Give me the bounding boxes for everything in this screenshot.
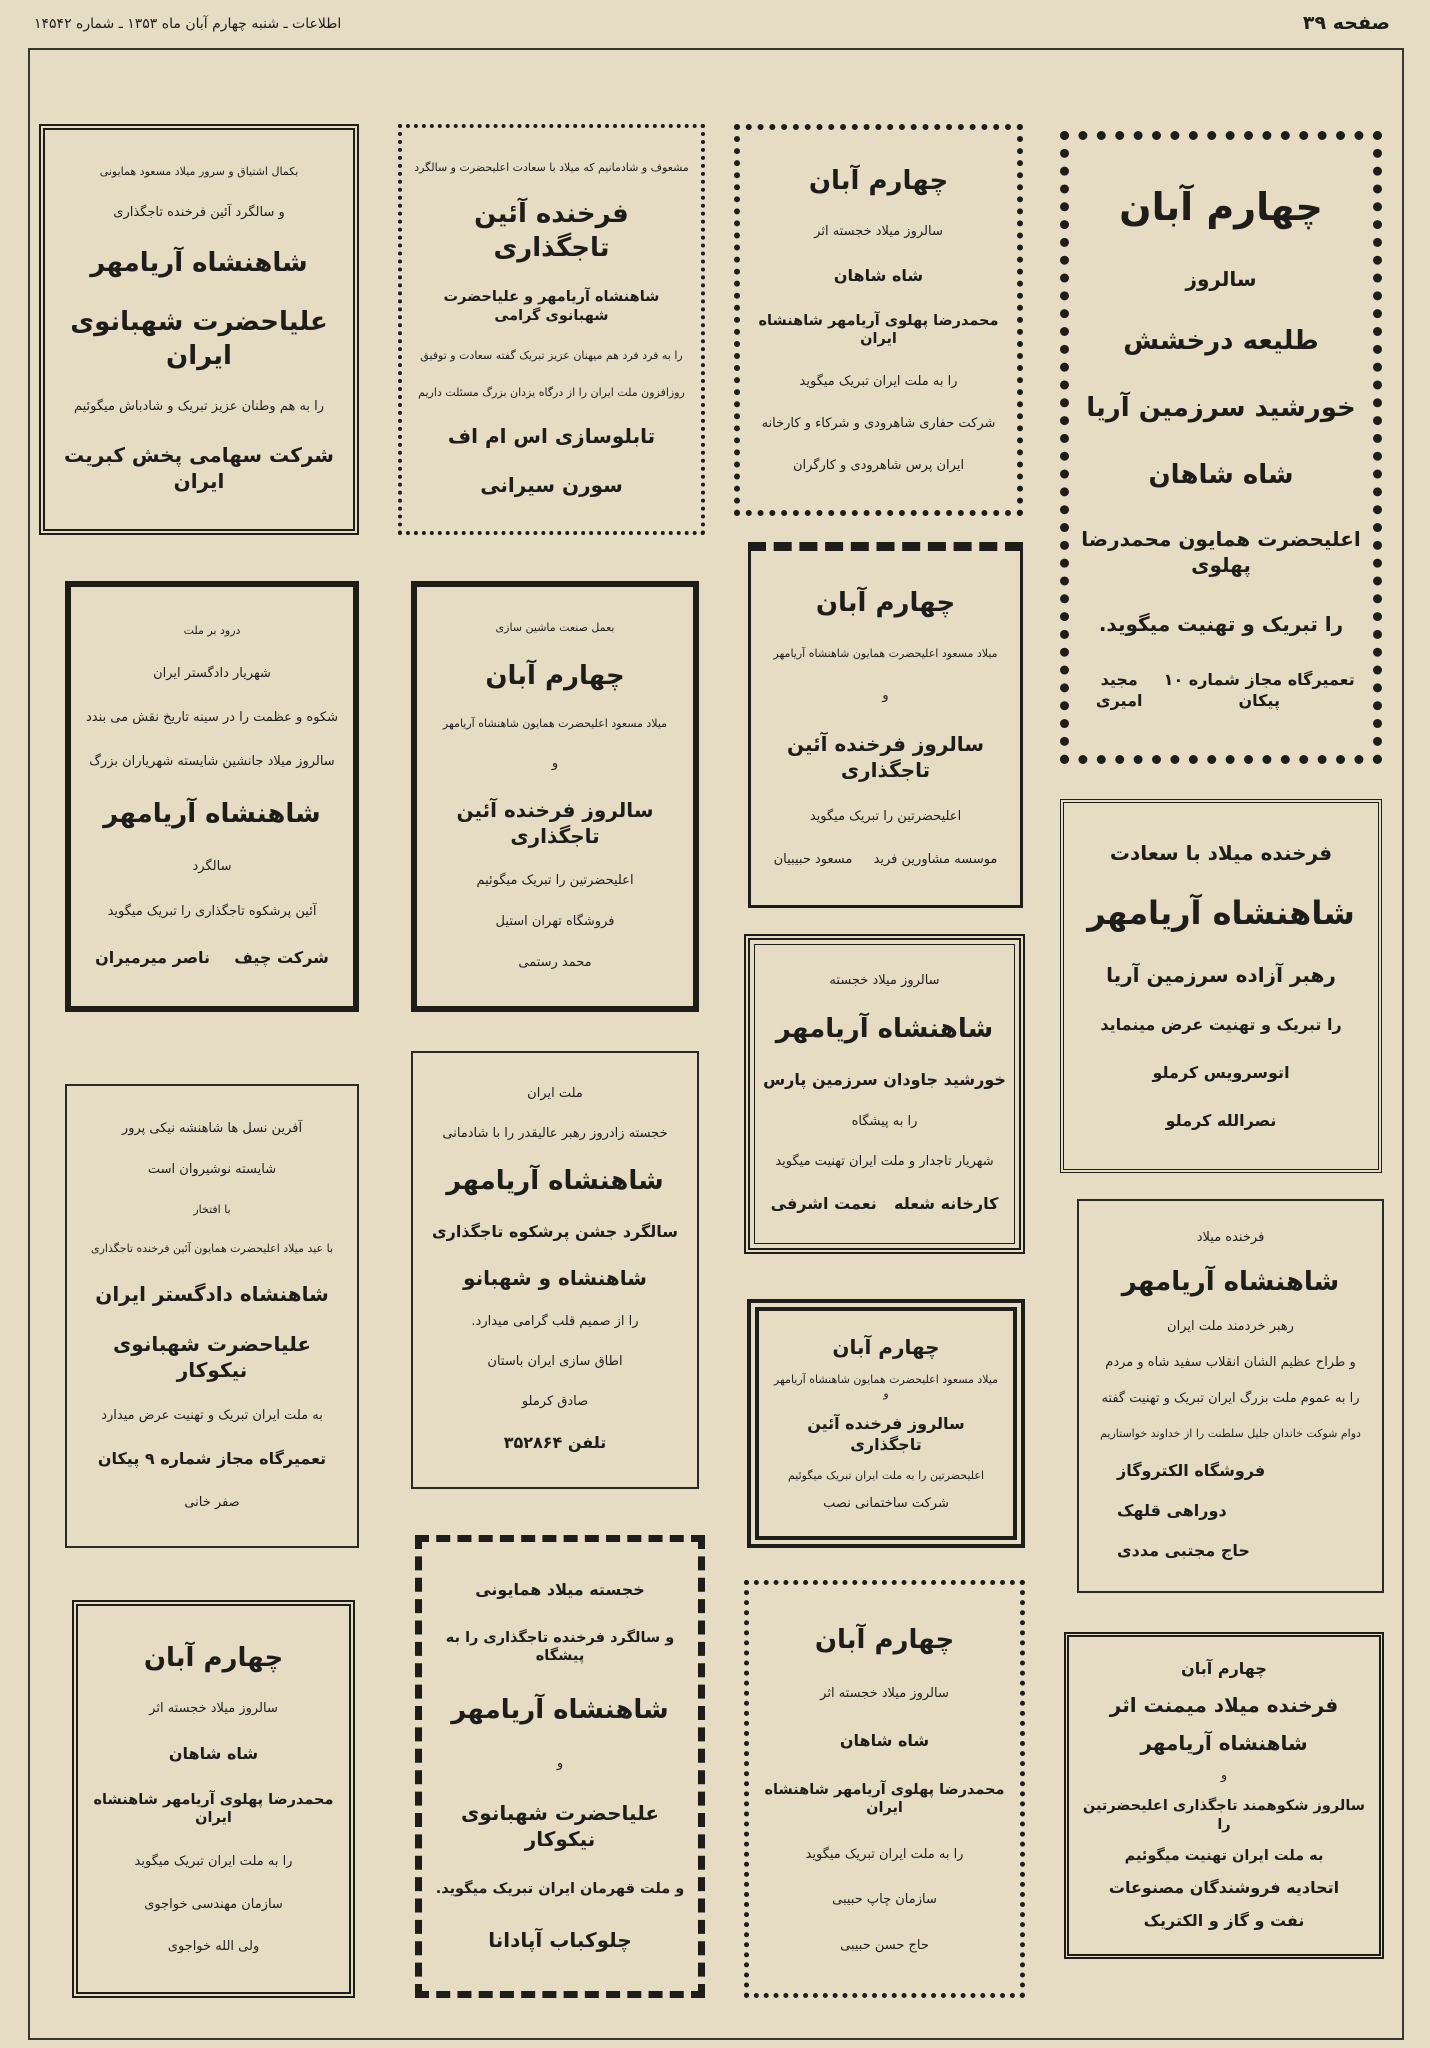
ad-text-line: میلاد مسعود اعلیحضرت همایون شاهنشاه آریامهر و (773, 1372, 999, 1401)
ad-text-line: شاه شاهان (168, 1743, 259, 1763)
ad-text-line: را به عموم ملت بزرگ ایران تبریک و تهنیت گفته (1101, 1391, 1360, 1407)
ad-text-line: ملت ایران (527, 1085, 583, 1101)
ad-advertiser-name: ایران پرس شاهرودی و کارگران (792, 458, 965, 474)
ad-signature-row (763, 852, 1008, 869)
ad-text-line: و ملت قهرمان ایران تبریک میگوید. (435, 1881, 685, 1898)
ad-advertiser-address: دوراهی قلهک (1117, 1500, 1227, 1520)
ad-text-line: محمدرضا پهلوی آریامهر شاهنشاه ایران (93, 1791, 334, 1827)
ad-text-line: را تبریک و تهنیت میگوید. (1098, 611, 1344, 636)
ad-text-line: و سالگرد فرخنده تاجگذاری را به پیشگاه (445, 1629, 675, 1665)
ad-text-line: شاه شاهان (839, 1731, 930, 1751)
ad-sherkat-sakhtemani-nasb (747, 1299, 1025, 1548)
ad-headline: شاهنشاه آریامهر (1121, 1267, 1340, 1298)
ad-text-line: را به پیشگاه (851, 1113, 918, 1129)
ad-text-line: را از صمیم قلب گرامی میدارد. (471, 1314, 639, 1330)
ad-text-line: سالگرد جشن پرشکوه تاجگذاری (431, 1221, 679, 1241)
ad-advertiser-name: اتوسرویس کرملو (1152, 1063, 1290, 1083)
ad-text-line: فرخنده میلاد (1196, 1230, 1265, 1246)
ad-advertiser-name: شرکت چیف (234, 947, 329, 967)
ad-headline: چهارم آبان (832, 1334, 940, 1359)
ad-text-line: اعلیحضرتین را تبریک میگوید (809, 808, 962, 824)
ad-sazman-chap-habibi (744, 1580, 1025, 1998)
ad-advertiser-name: تعمیرگاه مجاز شماره ۱۰ پیکان (1163, 670, 1355, 710)
ad-advertiser-name: سازمان چاپ حبیبی (832, 1892, 937, 1908)
ad-otaghsazi-iran-bastan (411, 1051, 699, 1489)
ad-signatory-name: سورن سیرانی (480, 473, 623, 498)
ad-signature-row (1081, 670, 1361, 712)
ad-text-line: رهبر خردمند ملت ایران (1167, 1319, 1294, 1335)
ad-text-line: مشعوف و شادمانیم که میلاد با سعادت اعلیحضرت و سالگرد (414, 160, 689, 174)
ad-text-line: شایسته نوشیروان است (147, 1161, 277, 1177)
ad-advertiser-name: اطاق سازی ایران باستان (487, 1353, 623, 1369)
ad-text-line: و (556, 1755, 564, 1771)
ad-text-line: درود بر ملت (183, 624, 241, 638)
ad-signatory-name: صفر خانی (184, 1494, 240, 1510)
ad-text-line: فرخنده میلاد با سعادت (1109, 841, 1333, 866)
ad-signatory-name: ناصر میرمیران (95, 947, 211, 967)
masthead-dateline: اطلاعات ـ شنبه چهارم آبان ماه ۱۳۵۳ ـ شماره ۱۴۵۴۲ (34, 16, 342, 32)
ad-advertiser-name: نفت و گاز و الکتریک (1143, 1911, 1305, 1931)
ad-text-line: روزافزون ملت ایران را از درگاه یزدان بزرگ مسئلت داریم (418, 386, 685, 400)
ad-text-line: علیاحضرت شهبانوی نیکوکار (460, 1801, 660, 1852)
ad-signature-row (762, 1194, 1007, 1215)
ad-text-line: بعمل صنعت ماشین سازی (495, 621, 615, 635)
ad-text-line: شهریار تاجدار و ملت ایران تهنیت میگوید (775, 1154, 994, 1169)
ad-text-line: سالروز (1185, 266, 1257, 291)
ad-text-line: خجسته میلاد همایونی (475, 1579, 645, 1599)
ad-signatory-name: نعمت اشرفی (770, 1194, 877, 1214)
ad-tamirgah-peykan-10-majid-amiri (1060, 131, 1382, 764)
ad-headline: شاهنشاه آریامهر (1087, 894, 1355, 933)
ad-text-line: اعلیحضرت همایون محمدرضا پهلوی (1081, 526, 1361, 577)
ad-text-line: سالروز شکوهمند تاجگذاری اعلیحضرتین را (1082, 1798, 1366, 1834)
ad-text-line: شاه شاهان (1148, 459, 1294, 490)
ad-advertiser-name: موسسه مشاورین فرید (873, 851, 998, 867)
ad-text-line: شکوه و عظمت را در سینه تاریخ نقش می بندد (85, 710, 339, 726)
ad-text-line: سالروز میلاد خجسته اثر (149, 1701, 278, 1717)
ad-text-line: و (882, 687, 889, 703)
ad-text-line: و طراح عظیم الشان انقلاب سفید شاه و مردم (1105, 1355, 1356, 1371)
ad-signatory-name: مسعود حبیبیان (773, 851, 853, 867)
ad-sazman-khajavi (72, 1600, 355, 1998)
ad-headline: شاهنشاه دادگستر ایران (95, 1281, 329, 1306)
ad-signatory-name: حاج حسن حبیبی (840, 1937, 929, 1953)
ad-sherkat-pakhsh-kebrit-iran (39, 124, 359, 535)
ad-signatory-name: نصرالله کرملو (1165, 1111, 1277, 1131)
ad-text-line: رهبر آزاده سرزمین آریا (1106, 963, 1336, 988)
ad-headline: چهارم آبان (808, 166, 949, 197)
ad-headline: شاهنشاه آریامهر (446, 1166, 664, 1197)
ad-forushgah-tehran-steel (411, 581, 699, 1012)
ad-text-line: را به ملت ایران تبریک میگوید (805, 1846, 964, 1862)
ad-text-line: اعلیحضرتین را به ملت ایران تبریک میگوئیم (787, 1468, 985, 1482)
ad-text-line: خورشید جاودان سرزمین پارس (763, 1070, 1006, 1090)
page-number: صفحه ۳۹ (1302, 12, 1390, 34)
ad-text-line: را تبریک و تهنیت عرض مینماید (1100, 1015, 1342, 1035)
ad-headline: شاهنشاه آریامهر (451, 1695, 669, 1726)
ad-signature-row (83, 948, 341, 969)
ad-text-line: خورشید سرزمین آریا (1086, 392, 1356, 423)
ad-text-line: محمدرضا پهلوی آریامهر شاهنشاه ایران (758, 312, 999, 348)
ad-sherkat-hafari-shahroudi (734, 124, 1023, 516)
ad-text-line: را به فرد فرد هم میهنان عزیز تبریک گفته سعادت و توفیق (420, 348, 683, 362)
ad-headline: فرخنده آئین تاجگذاری (474, 198, 629, 263)
ad-forushgah-electrogaz (1077, 1199, 1384, 1593)
ad-text-line: سالروز میلاد خجسته (829, 973, 940, 989)
ad-text-line: سالروز فرخنده آئین تاجگذاری (807, 1414, 965, 1455)
ad-headline: شاهنشاه آریامهر (103, 799, 321, 830)
ad-text-line: به ملت ایران تبریک و تهنیت عرض میدارد (101, 1407, 323, 1423)
ad-signatory-name: محمد رستمی (518, 954, 592, 970)
ad-text-line: علیاحضرت شهبانوی ایران (70, 307, 328, 372)
ad-advertiser-name: فروشگاه تهران استیل (495, 913, 615, 929)
ad-text-line: محمدرضا پهلوی آریامهر شاهنشاه ایران (764, 1781, 1005, 1817)
ad-advertiser-name: کارخانه شعله (894, 1194, 999, 1214)
ad-advertiser-name: تعمیرگاه مجاز شماره ۹ پیکان (97, 1449, 327, 1469)
ad-headline: شاهنشاه آریامهر (775, 1014, 994, 1045)
ad-text-line: اعلیحضرتین را تبریک میگوئیم (476, 872, 634, 888)
ad-text-line: آئین پرشکوه تاجگذاری را تبریک میگوید (107, 903, 317, 919)
ad-text-line: دوام شوکت خاندان جلیل سلطنت را از خداوند خواستاریم (1100, 1427, 1361, 1441)
ad-tablosazi-smf (398, 124, 705, 535)
ad-text-line: شاه شاهان (833, 265, 924, 285)
ad-headline: چهارم آبان (814, 1624, 955, 1655)
ad-text-line: با افتخار (193, 1203, 231, 1217)
ad-text-line: را به ملت ایران تبریک میگوید (799, 374, 958, 390)
ad-text-line: آفرین نسل ها شاهنشه نیکی پرور (121, 1120, 303, 1136)
ad-text-line: چهارم آبان (1181, 1659, 1267, 1679)
ad-autoservice-karamloo (1060, 799, 1382, 1173)
ad-text-line: و (551, 755, 559, 771)
ad-text-line: را به هم وطنان عزیز تبریک و شادباش میگوئیم (73, 399, 325, 415)
ad-advertiser-name: شرکت حفاری شاهرودی و شرکاء و کارخانه (761, 416, 996, 432)
ad-headline: شاهنشاه آریامهر (90, 248, 308, 279)
ad-headline: چهارم آبان (143, 1642, 284, 1673)
ad-headline: چهارم آبان (485, 660, 625, 691)
ad-advertiser-name: سازمان مهندسی خواجوی (144, 1896, 283, 1912)
ad-text-line: سالروز فرخنده آئین تاجگذاری (456, 797, 654, 848)
ad-advertiser-name: چلوکباب آپادانا (488, 1928, 632, 1953)
ad-text-line: سالروز فرخنده آئین تاجگذاری (786, 731, 984, 782)
ad-text-line: شهریار دادگستر ایران (153, 665, 271, 681)
ad-signatory-name: صادق کرملو (521, 1393, 589, 1409)
ad-text-line: بکمال اشتیاق و سرور میلاد مسعود همایونی (99, 165, 299, 179)
ad-headline: چهارم آبان (1119, 185, 1323, 230)
ad-moasseseh-moshaverin-farid (748, 542, 1023, 908)
ad-text-line: فرخنده میلاد میمنت اثر (1109, 1693, 1339, 1718)
ad-advertiser-name: شرکت ساختمانی نصب (823, 1496, 949, 1512)
ad-text-line: میلاد مسعود اعلیحضرت همایون شاهنشاه آریامهر (442, 717, 668, 731)
ad-signatory-name: مجید امیری (1095, 670, 1143, 710)
ad-text-line: علیاحضرت شهبانوی نیکوکار (112, 1332, 312, 1383)
ad-text-line: سالروز میلاد جانشین شایسته شهریاران بزرگ (89, 754, 335, 770)
ad-phone-number: تلفن ۳۵۲۸۶۴ (503, 1433, 607, 1453)
ad-signatory-name: حاج مجتبی مددی (1117, 1540, 1250, 1560)
ad-headline: شاهنشاه آریامهر (1140, 1731, 1308, 1756)
ad-text-line: و سالگرد آئین فرخنده تاجگذاری (113, 205, 285, 221)
ad-advertiser-name: تابلوسازی اس ام اف (447, 424, 656, 449)
ad-signatory-name: ولی الله خواجوی (167, 1939, 260, 1955)
ad-advertiser-name: فروشگاه الکتروگاز (1117, 1460, 1266, 1480)
ad-text-line: شاهنشاه آریامهر و علیاحضرت شهبانوی گرامی (443, 289, 660, 325)
ad-text-line: سالروز میلاد خجسته اثر (820, 1685, 949, 1701)
ad-sherkat-chif (65, 581, 359, 1012)
ad-text-line: سالگرد (192, 859, 232, 875)
ad-text-line: با عید میلاد اعلیحضرت همایون آئین فرخنده تاجگذاری (90, 1242, 334, 1256)
ad-text-line: سالروز میلاد خجسته اثر (814, 223, 943, 239)
ad-text-line: را به ملت ایران تبریک میگوید (134, 1854, 293, 1869)
ad-text-line: به ملت ایران تهنیت میگوئیم (1124, 1848, 1324, 1865)
ad-text-line: شاهنشاه و شهبانو (463, 1266, 647, 1291)
ad-ettehadieh-forushandegan-naft-gaz (1064, 1632, 1384, 1959)
ad-text-line: میلاد مسعود اعلیحضرت همایون شاهنشاه آریامهر (773, 647, 998, 661)
ad-headline: چهارم آبان (815, 588, 956, 619)
ad-text-line: خجسته زادروز رهبر عالیقدر را با شادمانی (442, 1125, 668, 1141)
ad-tamirgah-peykan-9-safar-khani (65, 1084, 359, 1548)
ad-karkhaneh-sholeh (744, 934, 1025, 1254)
ad-advertiser-name: شرکت سهامی پخش کبریت ایران (64, 442, 334, 493)
ad-advertiser-name: اتحادیه فروشندگان مصنوعات (1108, 1878, 1340, 1898)
ad-text-line: طلیعه درخشش (1123, 325, 1319, 356)
ad-chelokabab-apadana (415, 1535, 705, 1998)
ad-text-line: و (1220, 1768, 1228, 1784)
